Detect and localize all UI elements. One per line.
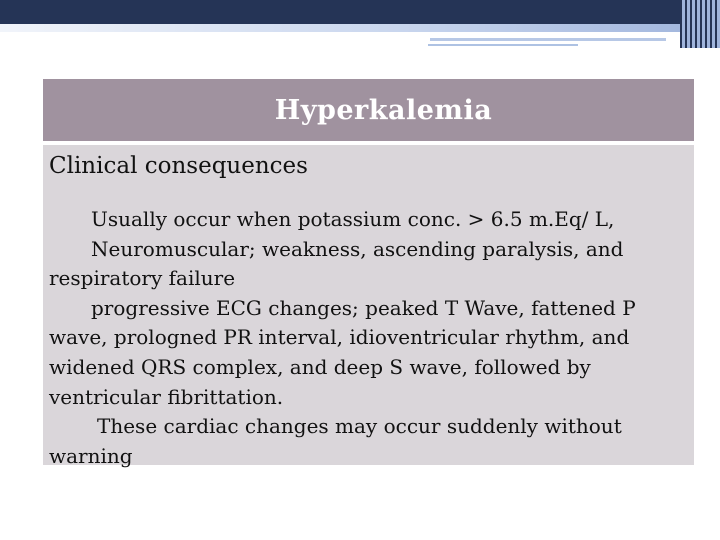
bullet-item: These cardiac changes may occur suddenly without warning <box>49 414 622 468</box>
title-band <box>43 79 694 141</box>
bullet-item: Usually occur when potassium conc. > 6.5 m.Eq/ L, <box>91 207 615 231</box>
corner-decorative-lines <box>680 0 720 48</box>
top-decorative-stripe <box>0 24 720 32</box>
slide-title: Hyperkalemia <box>274 94 493 126</box>
top-decorative-bar <box>0 0 720 24</box>
slide-subtitle: Clinical consequences <box>49 153 308 179</box>
accent-line <box>430 38 666 41</box>
content-area <box>43 145 694 468</box>
bullet-item: progressive ECG changes; peaked T Wave, fattened P wave, prologned PR interval, idioventricular rhythm, and widened QRS complex, and deep S wave, followed by ventricular fibrittation. <box>49 295 636 409</box>
accent-line-secondary <box>428 44 578 46</box>
bullet-item: Neuromuscular; weakness, ascending paralysis, and respiratory failure <box>49 236 624 291</box>
bullet-list <box>49 205 689 471</box>
